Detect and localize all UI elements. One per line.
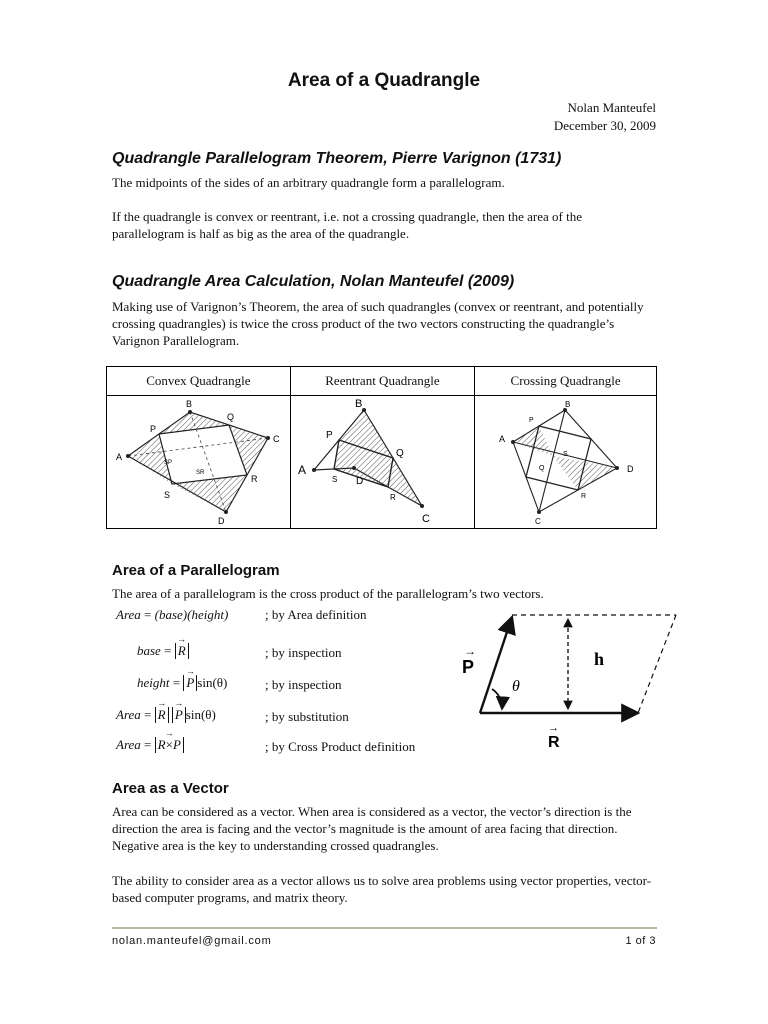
paragraph-vector-properties: The ability to consider area as a vector allows us to solve area problems using vector properties, vector-based computer programs, and matrix theory. [112,873,652,905]
convex-label-sp: SP [164,460,173,466]
convex-label-b: B [186,399,193,409]
section-heading-varignon: Quadrangle Parallelogram Theorem, Pierre Varignon (1731) [112,150,562,167]
eq2-vector-r [175,634,189,659]
paragraph-varignon-usage: Making use of Varignon’s Theorem, the area of such quadrangles (convex or reentrant, and potentially crossing quadrangles) is twice the cross product of the two vectors constructing the quadrangle’s Varignon Parallelogram. [112,299,644,348]
paragraph-midpoints: The midpoints of the sides of an arbitrary quadrangle form a parallelogram. [112,175,505,190]
eq2-lhs: base [137,643,161,658]
header-reentrant: Reentrant Quadrangle [290,367,474,396]
document-date: December 30, 2009 [553,118,656,133]
equation-height [112,666,452,697]
crossing-label-p: P [528,417,534,424]
figure-label-h: h [594,649,605,669]
eq5-reason: ; by Cross Product definition [265,739,416,754]
figure-label-p: P [462,657,475,677]
convex-label-q: Q [227,412,235,422]
figure-r-arrow-icon: → [548,722,559,734]
convex-label-p: P [150,424,157,434]
section-heading-area-vector: Area as a Vector [112,780,229,797]
equation-cross-product [112,728,452,759]
equation-substitution [112,698,452,729]
eq1-equals: = [140,607,155,622]
crossing-label-b: B [564,400,570,409]
figure-label-r: R [548,734,560,751]
parallelogram-figure [456,605,682,755]
crossing-label-d: D [626,464,634,474]
reentrant-label-c: C [422,513,431,525]
eq3-equals: = [169,675,184,690]
eq1-rhs: (base)(height) [154,607,229,622]
eq1-lhs: Area [116,607,141,622]
reentrant-quadrangle-sketch [292,398,472,526]
header-crossing: Crossing Quadrangle [475,367,657,396]
document-title: Area of a Quadrangle [287,70,481,91]
convex-cell [107,396,291,529]
theta-arc [492,689,502,709]
eq4-sin-theta: sin(θ) [185,707,216,722]
vector-arrow-icon: → [164,728,174,738]
eq4-vector-p [172,698,186,723]
vector-p-arrow [480,617,512,713]
convex-label-c: C [273,434,280,444]
eq5-vector-p-label: P [172,737,181,752]
reentrant-label-d: D [356,476,364,487]
reentrant-label-p: P [326,430,334,441]
crossing-label-s: S [562,451,568,458]
eq3-reason: ; by inspection [265,677,342,692]
eq4-vector-r-label: R [157,707,166,722]
convex-label-sr: SR [196,470,205,476]
convex-quadrangle-sketch [108,398,288,526]
reentrant-label-r: R [390,493,397,502]
eq4-equals: = [140,707,155,722]
author-name: Nolan Manteufel [567,100,656,115]
reentrant-cell [290,396,474,529]
paragraph-parallelogram: The area of a parallelogram is the cross product of the parallelogram’s two vectors. [112,586,544,601]
equation-1 [116,607,228,623]
convex-label-a: A [116,452,123,462]
vector-arrow-icon: → [174,698,184,708]
eq3-vector-p [183,666,197,691]
crossing-label-a: A [498,434,505,444]
equation-2 [137,634,189,659]
figure-label-theta: θ [512,678,520,695]
eq3-vector-label: P [186,675,195,690]
section-heading-parallelogram: Area of a Parallelogram [112,562,280,579]
convex-label-r: R [251,474,258,484]
eq4-vector-r [155,698,169,723]
crossing-label-q: Q [538,465,545,472]
eq2-reason: ; by inspection [265,645,342,660]
vector-arrow-icon: → [157,698,167,708]
crossing-label-r: R [580,493,586,500]
footer-divider [112,927,657,929]
reentrant-label-b: B [355,398,363,410]
footer-page-number: 1 of 3 [625,935,656,947]
equation-base [112,634,452,665]
eq1-reason: ; by Area definition [265,607,367,622]
eq5-vector-r-label: R [157,737,166,752]
vector-arrow-icon: → [177,634,187,644]
reentrant-label-s: S [332,475,338,484]
equation-area-definition [112,607,452,629]
reentrant-label-a: A [298,463,307,477]
eq5-equals: = [140,737,155,752]
equation-3 [137,666,228,691]
crossing-label-c: C [534,517,541,526]
crossing-quadrangle-sketch [477,398,655,526]
eq5-vector-r [155,728,184,753]
eq2-vector-label: R [177,643,186,658]
section-heading-area-calculation: Quadrangle Area Calculation, Nolan Manteufel (2009) [112,273,515,290]
figure-p-arrow-icon: → [464,644,476,658]
convex-label-d: D [218,516,225,526]
eq4-reason: ; by substitution [265,709,349,724]
vector-arrow-icon: → [185,666,195,676]
eq3-lhs: height [137,675,170,690]
eq5-lhs: Area [116,737,141,752]
equation-4 [116,698,216,723]
eq2-equals: = [160,643,175,658]
eq4-vector-p-label: P [174,707,183,722]
convex-label-s: S [164,490,171,500]
header-convex: Convex Quadrangle [107,367,291,396]
footer-email: nolan.manteufel@gmail.com [112,935,272,947]
crossing-cell [475,396,657,529]
quadrangle-table [106,366,657,529]
reentrant-label-q: Q [396,448,405,459]
equation-5 [116,728,184,753]
paragraph-area-vector: Area can be considered as a vector. When area is considered as a vector, the vector’s direction is the direction the area is facing and the vector’s magnitude is the amount of area facing that direction. Negative area is the key to understanding crossed quadrangles. [112,804,632,853]
eq3-sin-theta: sin(θ) [197,675,228,690]
eq5-cross-operator: × [165,737,173,752]
eq4-lhs: Area [116,707,141,722]
paragraph-convex-reentrant: If the quadrangle is convex or reentrant, i.e. not a crossing quadrangle, then the area of the parallelogram is half as big as the area of the quadrangle. [112,209,582,241]
